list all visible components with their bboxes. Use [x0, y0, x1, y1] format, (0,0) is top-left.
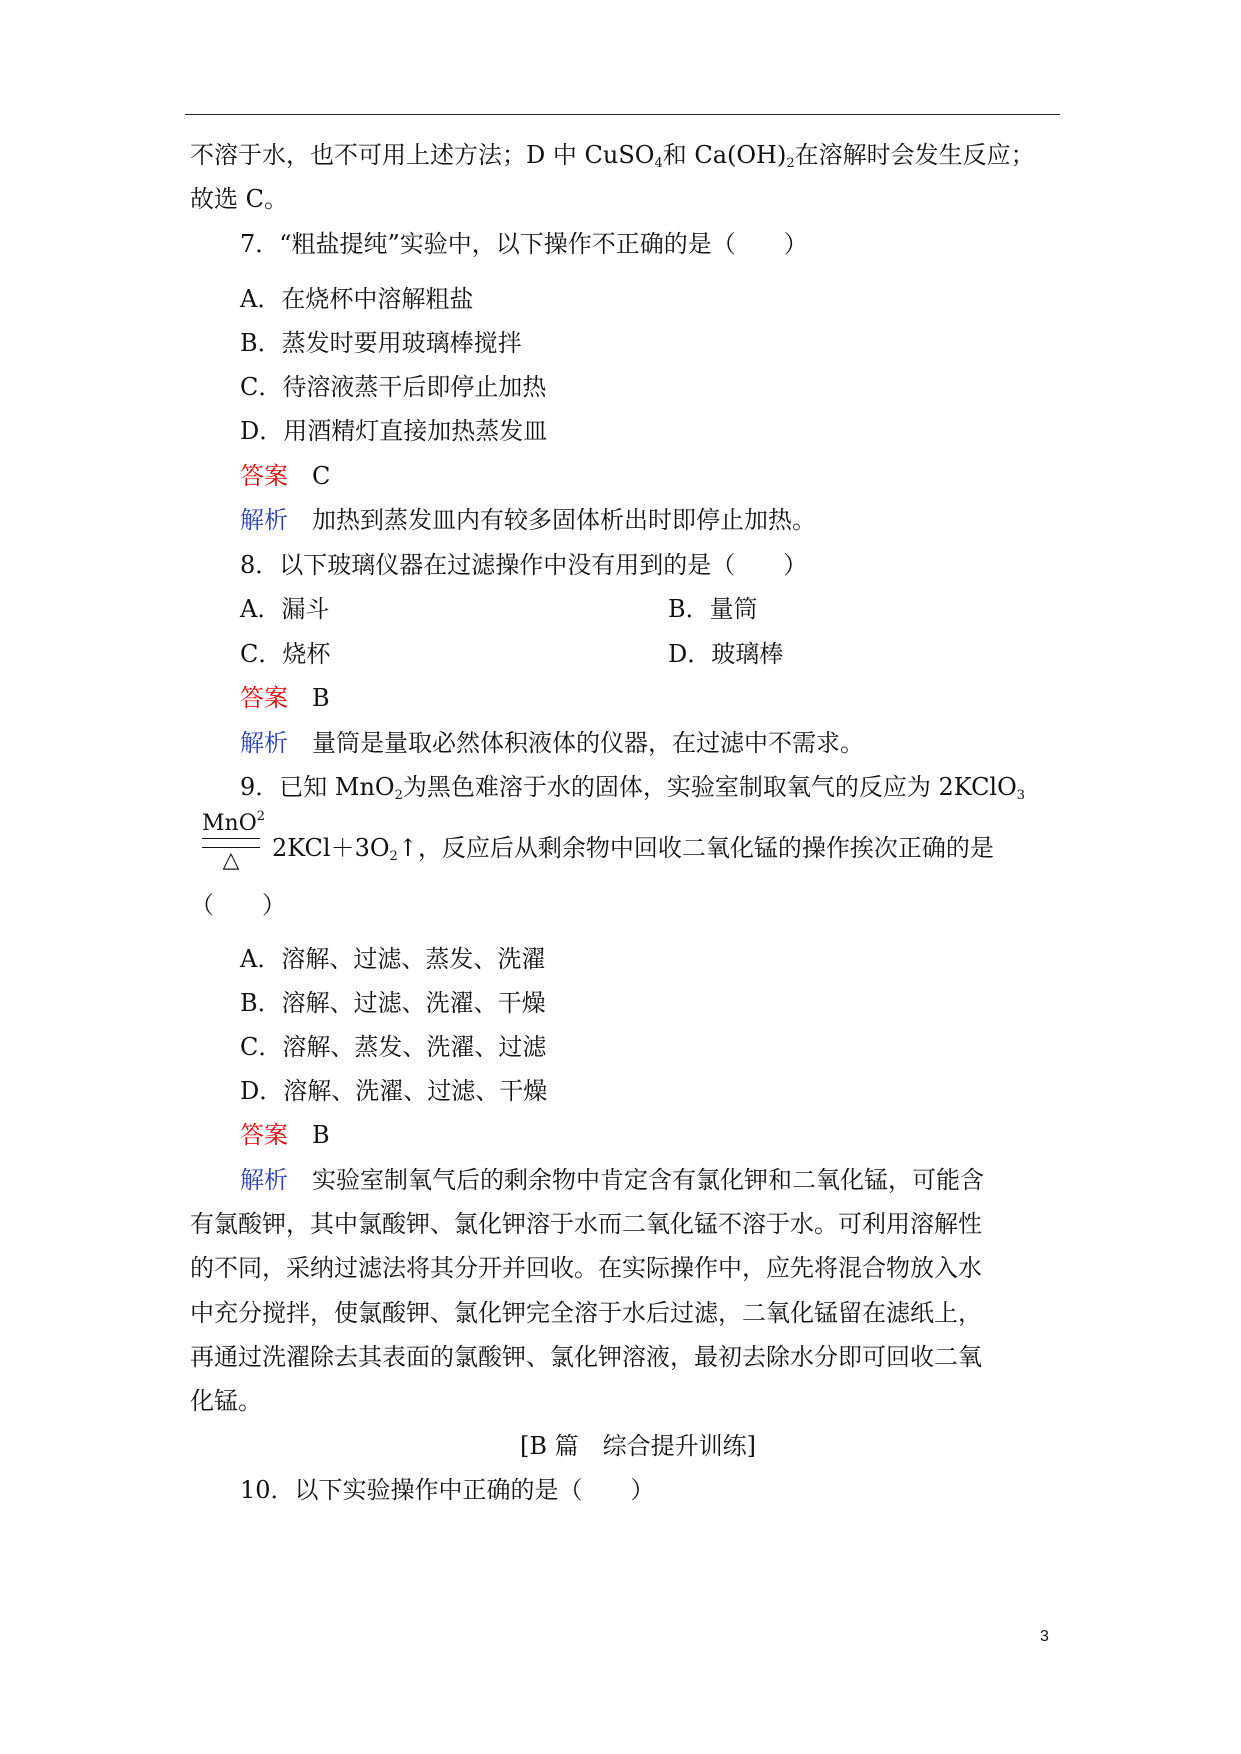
q8-option-b: B．量筒 [668, 595, 758, 623]
q9-equation-line: $2KCl+3O_2↑$，反应后从剩余物中回收二氧化锰的操作挨次正确的是 [272, 834, 994, 864]
intro-line-1: 不溶于水，也不可用上述方法；D 中 CuSO$_4$和 $Ca(OH)_2$在溶解时会发生反应； [190, 141, 1035, 171]
header-rule [185, 114, 1060, 115]
q8-option-a: A．漏斗 [240, 595, 330, 623]
q7-answer: 答案 C [240, 462, 331, 490]
page-number: 3 [1040, 1628, 1049, 1645]
q9-explanation-line-3: 的不同，采纳过滤法将其分开并回收。在实际操作中，应先将混合物放入水 [190, 1254, 982, 1282]
q9-explanation-line-5: 再通过洗濯除去其表面的氯酸钾、氯化钾溶液，最初去除水分即可回收二氧 [190, 1343, 982, 1371]
explanation-label: 解析 [240, 506, 288, 534]
q9-stem: 9．已知 MnO$_2$为黑色难溶于水的固体，实验室制取氧气的反应为 2KClO$_3$ [240, 773, 1026, 803]
intro-line-2: 故选 C。 [190, 185, 288, 213]
reaction-condition: MnO$^2$ △ [202, 809, 266, 873]
q7-stem: 7．“粗盐提纯”实验中，以下操作不正确的是（ ） [240, 230, 808, 258]
q8-option-d: D．玻璃棒 [668, 640, 784, 668]
q9-option-a: A．溶解、过滤、蒸发、洗濯 [240, 945, 546, 973]
q7-option-b: B．蒸发时要用玻璃棒搅拌 [240, 329, 522, 357]
q9-explanation-line-4: 中充分搅拌，使氯酸钾、氯化钾完全溶于水后过滤，二氧化锰留在滤纸上， [190, 1299, 982, 1327]
answer-label: 答案 [240, 684, 288, 712]
q9-explanation-line-6: 化锰。 [190, 1387, 262, 1415]
explanation-label: 解析 [240, 729, 288, 757]
q9-option-c: C．溶解、蒸发、洗濯、过滤 [240, 1033, 547, 1061]
q8-answer: 答案 B [240, 684, 330, 712]
q9-answer: 答案 B [240, 1121, 330, 1149]
section-heading: [B 篇 综合提升训练] [520, 1432, 756, 1460]
q9-explanation-line-2: 有氯酸钾，其中氯酸钾、氯化钾溶于水而二氧化锰不溶于水。可利用溶解性 [190, 1210, 982, 1238]
equals-bar [202, 838, 260, 848]
q8-stem: 8．以下玻璃仪器在过滤操作中没有用到的是（ ） [240, 551, 808, 579]
q9-answer-paren: （ ） [190, 891, 286, 919]
heat-symbol: △ [222, 848, 240, 873]
answer-label: 答案 [240, 1121, 288, 1149]
q8-explanation: 解析 量筒是量取必然体积液体的仪器，在过滤中不需求。 [240, 729, 864, 757]
q7-option-a: A．在烧杯中溶解粗盐 [240, 285, 474, 313]
q7-option-d: D．用酒精灯直接加热蒸发皿 [240, 417, 548, 445]
answer-label: 答案 [240, 462, 288, 490]
explanation-label: 解析 [240, 1166, 288, 1194]
q9-option-b: B．溶解、过滤、洗濯、干燥 [240, 989, 546, 1017]
q9-explanation-line-1: 解析 实验室制氧气后的剩余物中肯定含有氯化钾和二氧化锰，可能含 [240, 1166, 984, 1194]
q8-option-c: C．烧杯 [240, 640, 331, 668]
q7-option-c: C．待溶液蒸干后即停止加热 [240, 373, 547, 401]
q10-stem: 10．以下实验操作中正确的是（ ） [240, 1476, 655, 1504]
q9-option-d: D．溶解、洗濯、过滤、干燥 [240, 1077, 548, 1105]
q7-explanation: 解析 加热到蒸发皿内有较多固体析出时即停止加热。 [240, 506, 816, 534]
